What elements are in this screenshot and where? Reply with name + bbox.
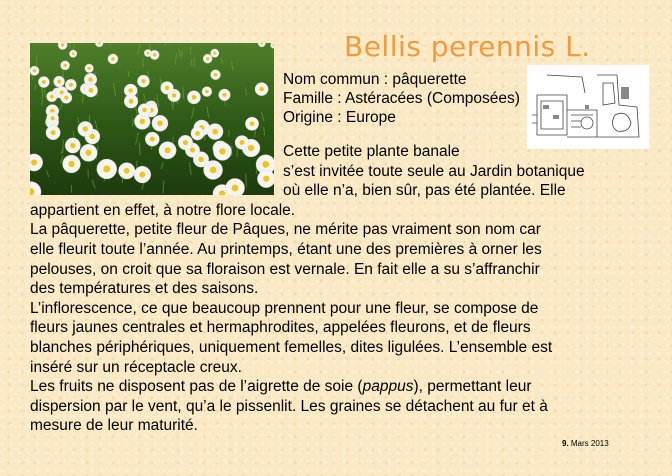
footer-date: Mars 2013 [568,439,609,448]
paragraph-line: L’inflorescence, ce que beaucoup prennent pour une fleur, se compose de [30,299,539,317]
daisy-flower [84,84,97,97]
paragraph-line: dispersion par le vent, qu’a le pissenlit. Les graines se détachent au fur et à [30,397,548,415]
daisy-flower [219,89,231,101]
paragraph-line: pelouses, on croit que sa floraison est vernale. En fait elle a su s’affranchir [30,260,540,278]
footer-page-date [562,439,609,448]
daisy-flower [108,54,118,64]
paragraph-3 [30,299,650,377]
paragraph-line: appartient en effet, à notre flore locale. [30,201,296,219]
paragraph-line: mesure de leur maturité. [30,417,198,435]
daisy-flower [46,125,60,139]
body-text [30,142,650,436]
daisy-flower [61,61,70,70]
daisy-flower [191,127,204,140]
daisy-flower [78,121,93,136]
daisy-flower [161,82,174,95]
paragraph-line: La pâquerette, petite fleur de Pâques, ne mérite pas vraiment son nom car [30,221,541,239]
daisy-flower [30,66,39,75]
daisy-flower [152,115,168,131]
daisy-flower [203,54,212,63]
paragraph-line: elle fleurit toute l’année. Au printemps, étant une des premières à orner les [30,240,542,258]
daisy-flower [85,64,94,73]
daisy-flower [187,91,200,104]
paragraph-2 [30,220,650,298]
daisy-flower [255,83,268,96]
daisy-flower [144,49,151,56]
common-name: Nom commun : pâquerette [283,71,467,88]
paragraph-line: s’est invitée toute seule au Jardin botanique [283,162,585,180]
paragraph-line: inséré sur un réceptacle creux. [30,358,242,376]
daisy-flower [137,75,149,87]
daisy-flower [38,76,49,87]
paragraph-line: Cette petite plante banale [283,143,460,160]
italic-term: pappus [362,378,414,396]
paragraph-line: Les fruits ne disposent pas de l’aigrette de soie (pappus), permettant leur [30,378,532,396]
daisy-flower [61,92,72,103]
origin: Origine : Europe [283,109,396,126]
garden-plan-map [527,65,649,149]
daisy-flower [245,117,258,130]
daisy-flower [69,50,76,57]
daisy-flower [202,87,212,97]
daisy-flower [138,104,151,117]
daisy-flower [65,79,76,90]
daisy-flower [211,70,221,80]
daisy-flower [124,94,138,108]
paragraph-line: fleurs jaunes centrales et hermaphrodites, appelées fleurons, et de fleurs [30,319,531,337]
daisy-flower [211,49,219,57]
paragraph-line: des températures et des saisons. [30,280,259,298]
plant-info [283,70,520,127]
paragraph-1 [30,142,650,220]
paragraph-4 [30,377,650,436]
page-number: 9. [562,439,569,448]
page-title: Bellis perennis L. [344,30,591,63]
daisy-flower [54,76,65,87]
paragraph-line: où elle n’a, bien sûr, pas été plantée. Elle [283,182,566,200]
family: Famille : Astéracées (Composées) [283,90,520,107]
paragraph-line: blanches périphériques, uniquement femelles, dites ligulées. L’ensemble est [30,338,553,356]
daisy-flower [47,112,59,124]
